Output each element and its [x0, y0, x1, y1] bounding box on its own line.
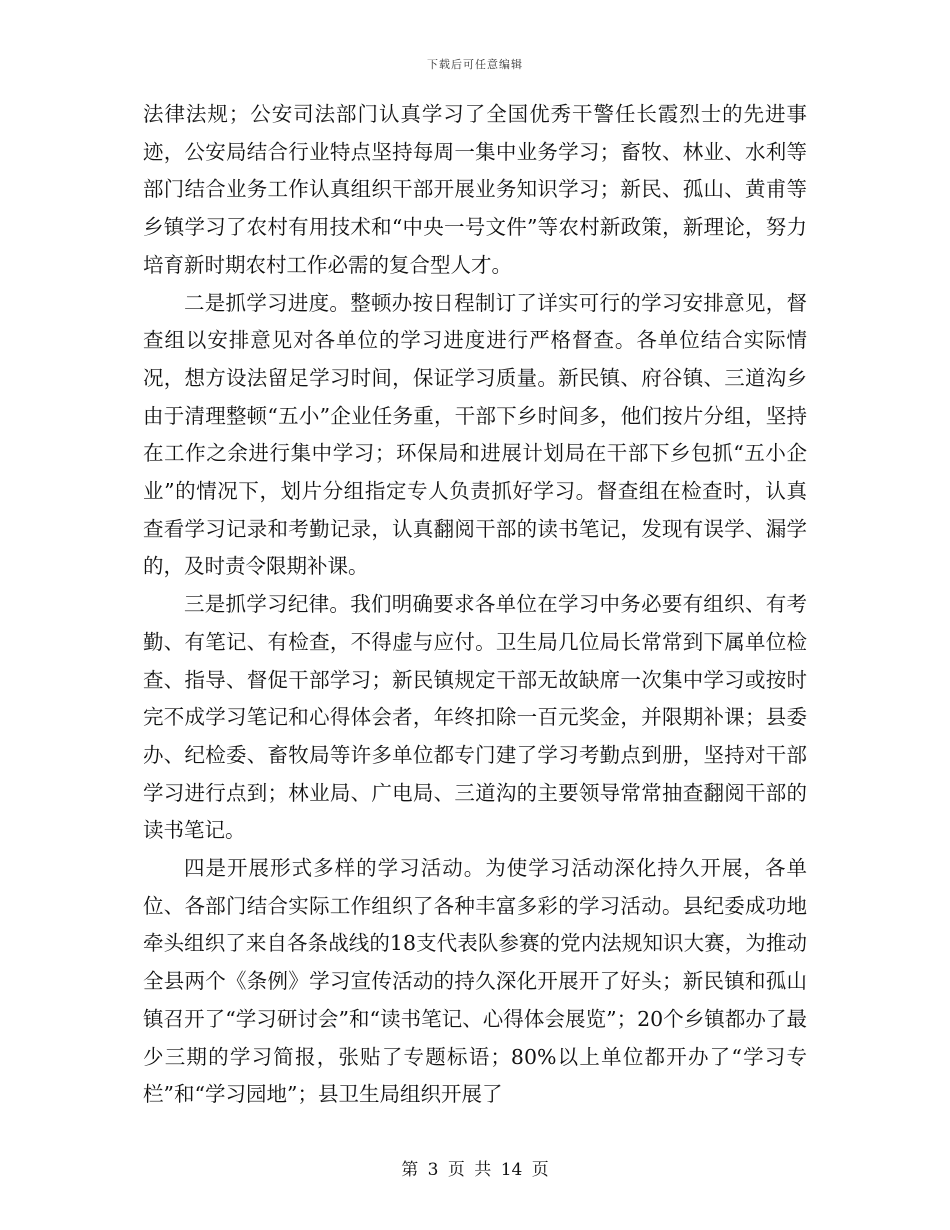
document-body [143, 96, 807, 1114]
paragraph-4: 四是开展形式多样的学习活动。为使学习活动深化持久开展，各单位、各部门结合实际工作组织了各种丰富多彩的学习活动。县纪委成功地牵头组织了来自各条战线的18支代表队参赛的党内法规知识大赛，为推动全县两个《条例》学习宣传活动的持久深化开展开了好头；新民镇和孤山镇召开了“学习研讨会”和“读书笔记、心得体会展览”；20个乡镇都办了最少三期的学习简报，张贴了专题标语；80%以上单位都开办了“学习专栏”和“学习园地”；县卫生局组织开展了 [143, 856, 807, 1107]
page-header: 下载后可任意编辑 [427, 58, 523, 71]
paragraph-1: 法律法规；公安司法部门认真学习了全国优秀干警任长霞烈士的先进事迹，公安局结合行业特点坚持每周一集中业务学习；畜牧、林业、水利等部门结合业务工作认真组织干部开展业务知识学习；新民、孤山、黄甫等乡镇学习了农村有用技术和“中央一号文件”等农村新政策，新理论，努力培育新时期农村工作必需的复合型人才。 [143, 102, 807, 277]
page-footer: 第 3 页 共 14 页 [401, 1160, 549, 1180]
paragraph-3: 三是抓学习纪律。我们明确要求各单位在学习中务必要有组织、有考勤、有笔记、有检查，不得虚与应付。卫生局几位局长常常到下属单位检查、指导、督促干部学习；新民镇规定干部无故缺席一次集中学习或按时完不成学习笔记和心得体会者，年终扣除一百元奖金，并限期补课；县委办、纪检委、畜牧局等许多单位都专门建了学习考勤点到册，坚持对干部学习进行点到；林业局、广电局、三道沟的主要领导常常抽查翻阅干部的读书笔记。 [143, 592, 807, 843]
paragraph-2: 二是抓学习进度。整顿办按日程制订了详实可行的学习安排意见，督查组以安排意见对各单位的学习进度进行严格督查。各单位结合实际情况，想方设法留足学习时间，保证学习质量。新民镇、府谷镇、三道沟乡由于清理整顿“五小”企业任务重，干部下乡时间多，他们按片分组，坚持在工作之余进行集中学习；环保局和进展计划局在干部下乡包抓“五小企业”的情况下，划片分组指定专人负责抓好学习。督查组在检查时，认真查看学习记录和考勤记录，认真翻阅干部的读书笔记，发现有误学、漏学的，及时责令限期补课。 [143, 290, 807, 579]
